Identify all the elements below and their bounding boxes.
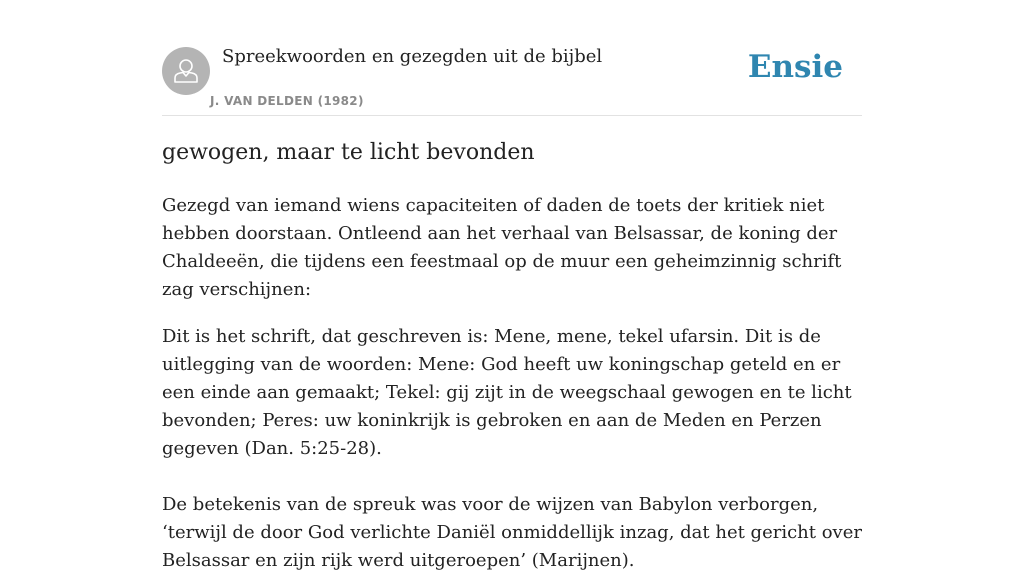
content-container — [162, 0, 862, 571]
book-title[interactable]: Spreekwoorden en gezegden uit de bijbel — [222, 46, 603, 67]
entry-paragraph-3: De betekenis van de spreuk was voor de wijzen van Babylon verborgen, ‘terwijl de door God verlichte Daniël onmiddellijk inzag, dat het gericht over Belsassar en zijn rijk werd uitgeroepen’ (Marijnen). — [162, 494, 862, 571]
user-avatar-icon[interactable] — [162, 47, 210, 95]
entry-paragraph-1: Gezegd van iemand wiens capaciteiten of daden de toets der kritiek niet hebben doorstaan. Ontleend aan het verhaal van Belsassar, de koning der Chaldeeën, die tijdens een feestmaal op de muur een geheimzinnig schrift zag verschijnen: — [162, 195, 842, 300]
entry-body — [162, 192, 862, 575]
author-name[interactable]: J. VAN DELDEN (1982) — [210, 94, 364, 108]
header — [162, 0, 862, 116]
entry-paragraph-2: Dit is het schrift, dat geschreven is: Mene, mene, tekel ufarsin. Dit is de uitlegging van de woorden: Mene: God heeft uw koningschap geteld en er een einde aan gemaakt; Tekel: gij zijt in de weegschaal gewogen en te licht bevonden; Peres: uw koninkrijk is gebroken en aan de Meden en Perzen gegeven (Dan. 5:25-28). — [162, 326, 852, 459]
entry-title: gewogen, maar te licht bevonden — [162, 140, 535, 165]
person-outline-icon — [162, 47, 210, 95]
brand-logo[interactable]: Ensie — [747, 49, 843, 85]
